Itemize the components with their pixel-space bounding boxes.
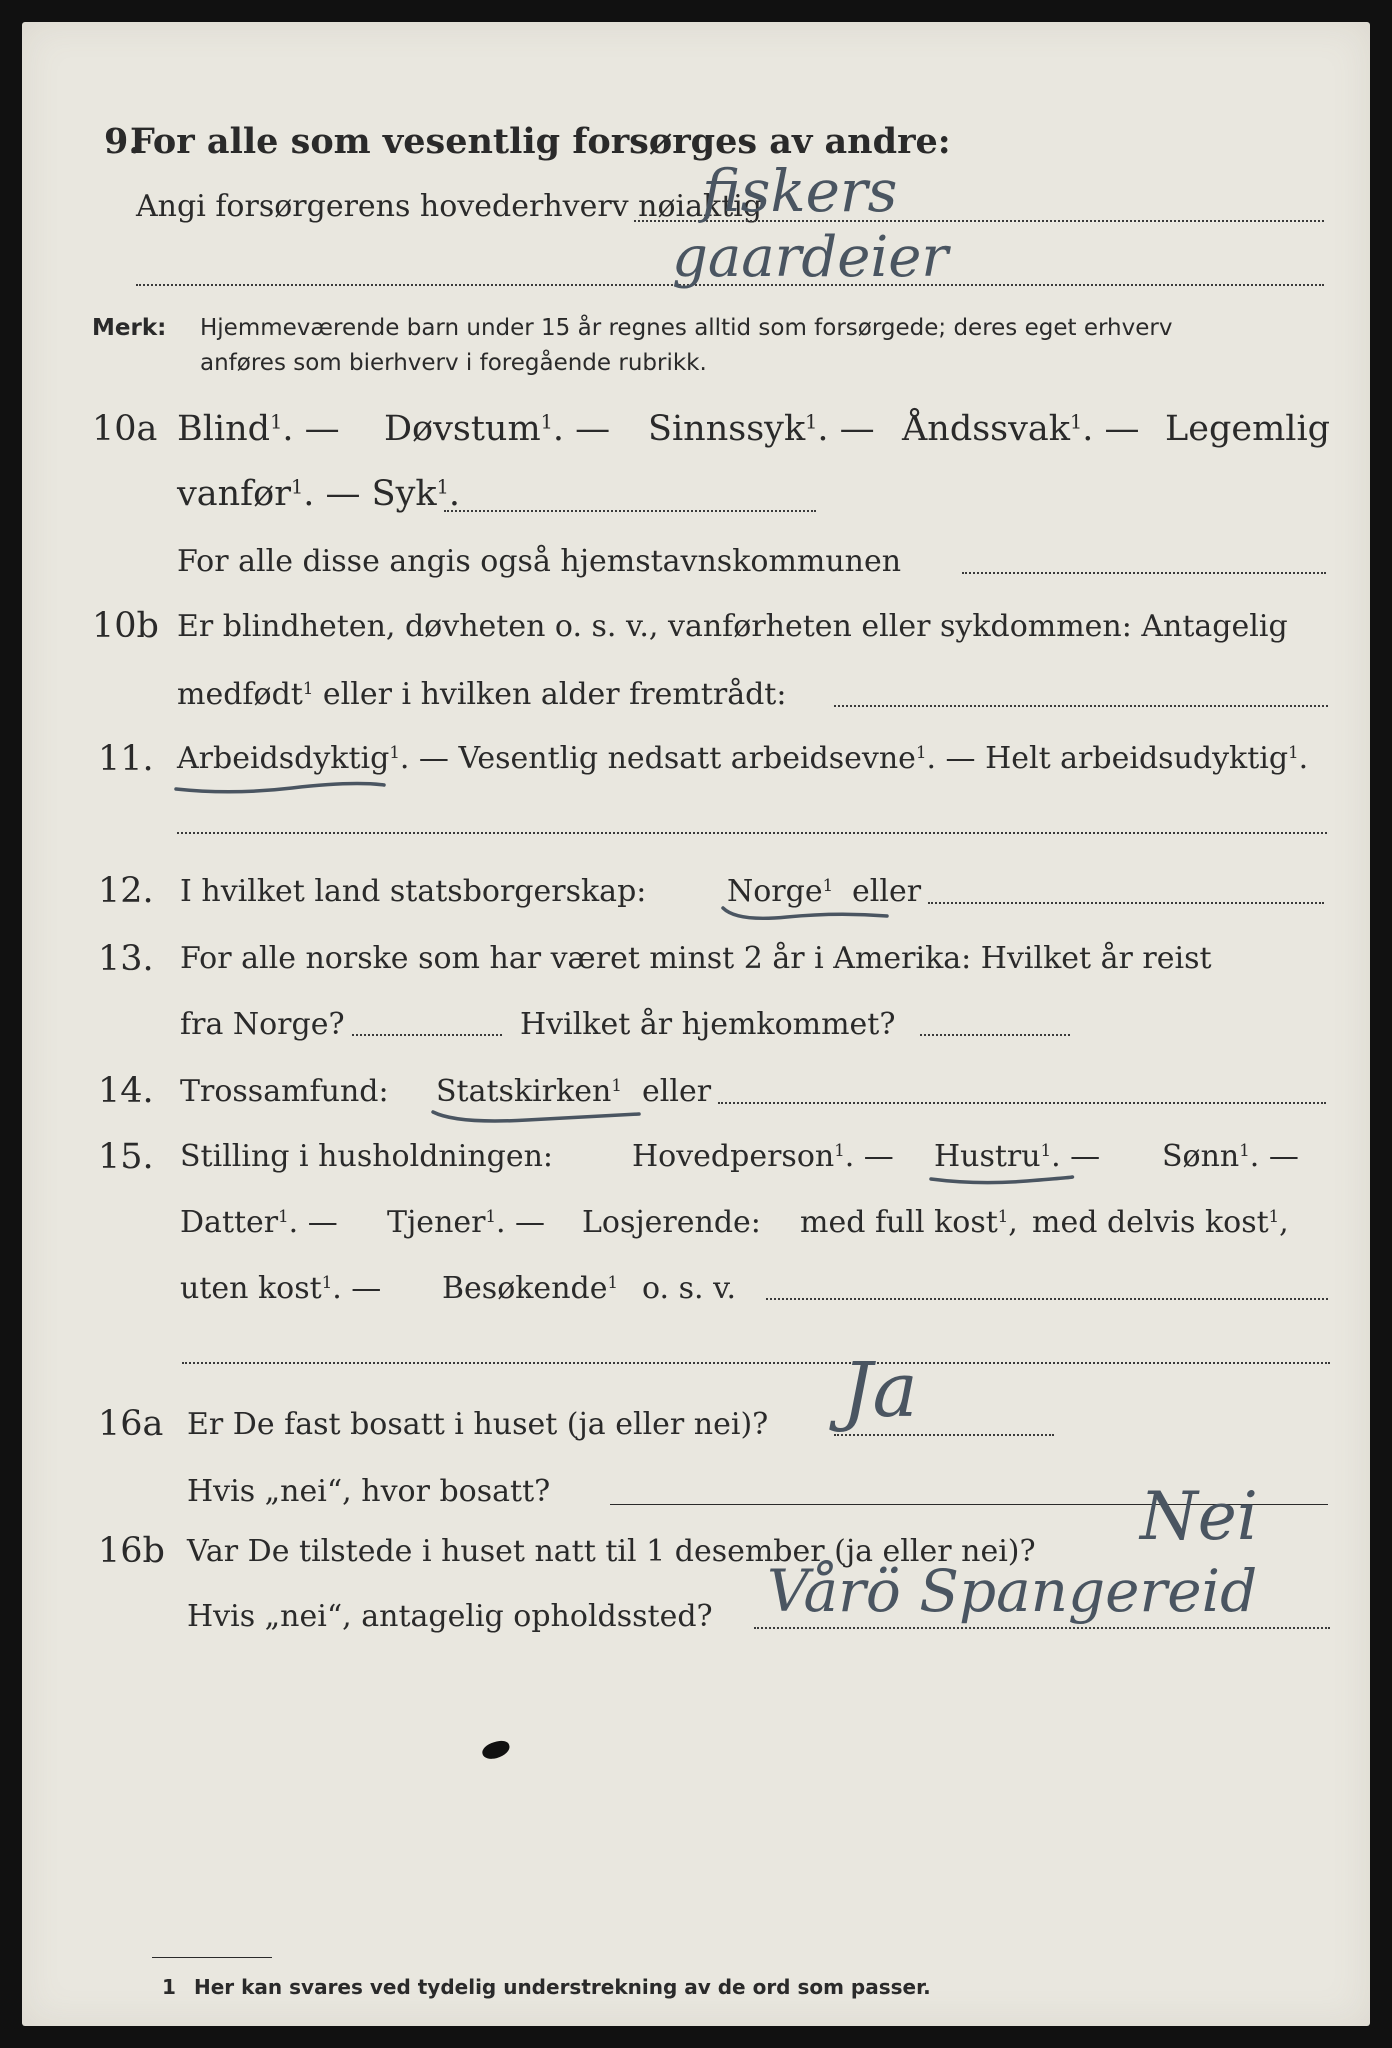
q10a-andssvak: Åndssvak$^1$. — [902, 409, 1140, 449]
q11-extra-line [177, 832, 1327, 834]
q12-eller: eller [852, 874, 922, 909]
q11-underline-mark [172, 777, 392, 797]
q13-fra-norge: fra Norge? [180, 1007, 345, 1042]
q10b-line-1: Er blindheten, døvheten o. s. v., vanførheten eller sykdommen: Antagelig [177, 609, 1288, 644]
q15-besokende: Besøkende$^1$ [442, 1271, 618, 1306]
merk-line-1: Hjemmeværende barn under 15 år regnes alltid som forsørgede; deres eget erhverv [200, 315, 1173, 341]
q15-number: 15. [98, 1137, 154, 1177]
q16a-hvis: Hvis „nei“, hvor bosatt? [187, 1474, 551, 1509]
ink-blot [480, 1739, 511, 1762]
q12-norge: Norge$^1$ [727, 874, 834, 909]
q10b-answer-line [834, 705, 1328, 707]
q10a-legemlig: Legemlig [1165, 409, 1331, 449]
q10a-hjemstavn: For alle disse angis også hjemstavnskommunen [177, 544, 902, 579]
q9-handwritten-answer-2: gaardeier [672, 225, 949, 290]
q12-prompt: I hvilket land statsborgerskap: [180, 874, 647, 909]
q10a-vanfor: vanfør$^1$. — Syk$^1$. [177, 474, 460, 514]
q15-hustru-underline-mark [927, 1167, 1077, 1191]
q12-number: 12. [98, 871, 154, 911]
q9-handwritten-answer-1: fiskers [702, 157, 898, 225]
q10a-hjemstavn-answer-line [962, 572, 1326, 574]
q9-title: For alle som vesentlig forsørges av andre: [130, 121, 951, 162]
q16a-handwritten-answer: Ja [842, 1345, 918, 1434]
q16a-number: 16a [98, 1404, 164, 1444]
q15-uten-kost: uten kost$^1$. — [180, 1271, 382, 1306]
q16b-number: 16b [98, 1531, 165, 1571]
q10b-line-2: medfødt$^1$ eller i hvilken alder fremtrådt: [177, 677, 787, 712]
merk-line-2: anføres som bierhverv i foregående rubrikk. [200, 350, 707, 376]
q16b-hvis-answer-line [754, 1627, 1330, 1629]
q13-reist-line [352, 1034, 502, 1036]
q15-answer-line [766, 1298, 1328, 1300]
q11-number: 11. [98, 739, 154, 779]
q16b-handwritten-opholdssted: Vårö Spangereid [767, 1557, 1258, 1625]
q14-number: 14. [98, 1071, 154, 1111]
q13-hjemkommet: Hvilket år hjemkommet? [520, 1007, 896, 1042]
q14-eller: eller [642, 1074, 712, 1109]
q16a-answer-line [834, 1434, 1054, 1436]
q16b-hvis: Hvis „nei“, antagelig opholdssted? [187, 1599, 713, 1634]
q14-answer-line [718, 1102, 1326, 1104]
q15-osv: o. s. v. [642, 1271, 736, 1306]
q15-hustru: Hustru$^1$. — [934, 1139, 1101, 1174]
footnote-mark: 1 [162, 1975, 176, 1999]
q9-prompt: Angi forsørgerens hovederhverv nøiaktig [136, 189, 763, 224]
q15-sonn: Sønn$^1$. — [1162, 1139, 1299, 1174]
q15-losjerende: Losjerende: [582, 1205, 761, 1240]
q15-prompt: Stilling i husholdningen: [180, 1139, 554, 1174]
census-form-page [22, 22, 1370, 2026]
q15-hovedperson: Hovedperson$^1$. — [632, 1139, 894, 1174]
merk-label: Merk: [92, 315, 167, 341]
q14-underline-mark [427, 1104, 647, 1134]
q16a-prompt: Er De fast bosatt i huset (ja eller nei)? [187, 1407, 769, 1442]
q10a-number: 10a [92, 409, 158, 449]
q13-number: 13. [98, 939, 154, 979]
q14-statskirken: Statskirken$^1$ [436, 1074, 622, 1109]
q16b-handwritten-answer: Nei [1140, 1478, 1258, 1555]
q16b-prompt: Var De tilstede i huset natt til 1 desember (ja eller nei)? [187, 1534, 1036, 1569]
q14-prompt: Trossamfund: [180, 1074, 389, 1109]
q15-full-kost: med full kost$^1$, [800, 1205, 1018, 1240]
q10a-sinnssyk: Sinnssyk$^1$. — [648, 409, 875, 449]
q13-line-1: For alle norske som har været minst 2 år i Amerika: Hvilket år reist [180, 941, 1212, 976]
footnote-separator [152, 1957, 272, 1958]
footnote-text: Her kan svares ved tydelig understrekning av de ord som passer. [194, 1975, 931, 1999]
q15-tjener: Tjener$^1$. — [387, 1205, 546, 1240]
q15-datter: Datter$^1$. — [180, 1205, 338, 1240]
q15-extra-line [182, 1362, 1330, 1364]
q10a-syk-answer-line [444, 510, 816, 512]
q9-number: 9. [104, 121, 141, 162]
q12-answer-line [928, 902, 1324, 904]
q11-arbeidsdyktig: Arbeidsdyktig [177, 741, 390, 776]
q10a-blind: Blind$^1$. — [177, 409, 340, 449]
q10a-dovstum: Døvstum$^1$. — [384, 409, 611, 449]
q12-underline-mark [717, 902, 897, 932]
q13-hjemkommet-line [920, 1034, 1070, 1036]
q15-delvis-kost: med delvis kost$^1$, [1032, 1205, 1289, 1240]
q10b-number: 10b [92, 606, 159, 646]
q11-options: Arbeidsdyktig$^1$. — Vesentlig nedsatt arbeidsevne$^1$. — Helt arbeidsudyktig$^1$. [177, 741, 1309, 776]
